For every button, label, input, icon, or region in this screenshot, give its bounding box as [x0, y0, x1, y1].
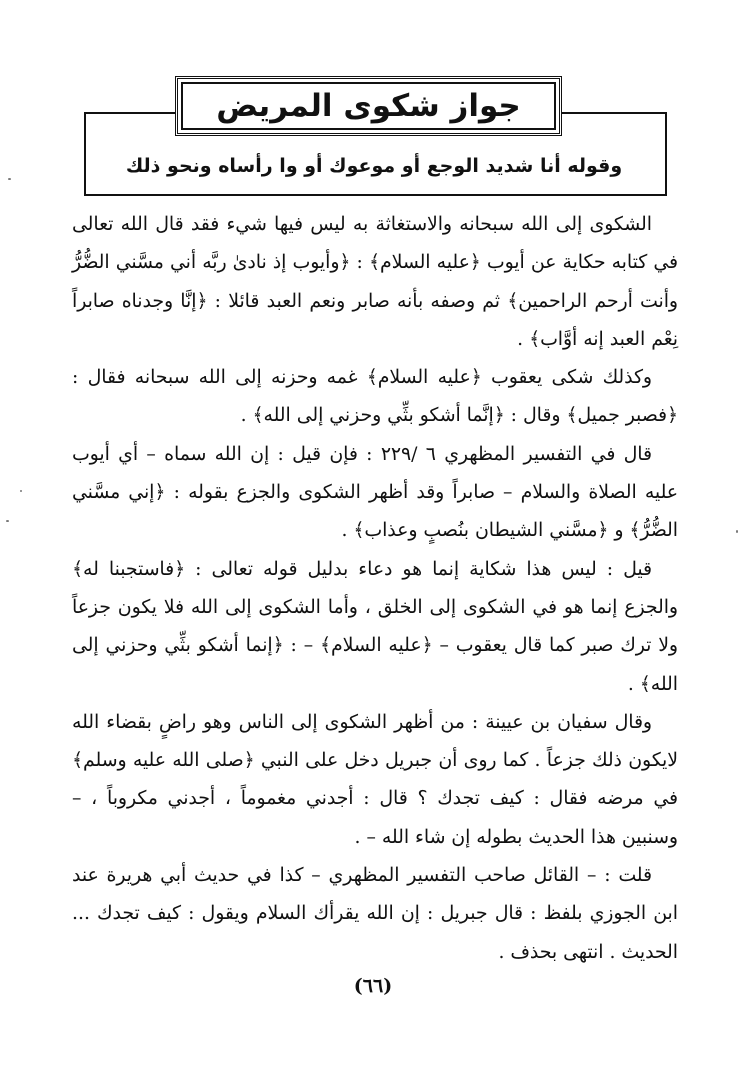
title-box [175, 76, 562, 136]
paragraph: قلت : – القائل صاحب التفسير المظهري – كذا في حديث أبي هريرة عند ابن الجوزي بلفظ : قال جبريل : إن الله يقرأك السلام ويقول : كيف تجدك ... الحديث . انتهى بحذف . [72, 865, 678, 963]
chapter-subtitle: وقوله أنا شديد الوجع أو موعوك أو وا رأساه ونحو ذلك [125, 155, 623, 177]
paragraph: وقال سفيان بن عيينة : من أظهر الشكوى إلى الناس وهو راضٍ بقضاء الله لايكون ذلك جزعاً . كما روى أن جبريل دخل على النبي ﴿صلى الله عليه وسلم﴾ في مرضه فقال : كيف تجدك ؟ قال : أجدني مغموماً ، أجدني مكروباً ، – وسنبين هذا الحديث بطوله إن شاء الله – . [72, 711, 678, 848]
scan-speck [736, 530, 738, 533]
scan-speck [20, 490, 22, 492]
page-number: (٦٦) [353, 975, 393, 997]
paragraph: قال في التفسير المظهري ٦ /٢٢٩ : فإن قيل : إن الله سماه – أي أيوب عليه الصلاة والسلام – صابراً وقد أظهر الشكوى والجزع بقوله : ﴿إني مسَّني الضُّرُّ﴾ و ﴿مسَّني الشيطان بنُصبٍ وعذاب﴾ . [72, 443, 678, 542]
chapter-title: جواز شكوى المريض [216, 88, 521, 124]
paragraph: قيل : ليس هذا شكاية إنما هو دعاء بدليل قوله تعالى : ﴿فاستجبنا له﴾ والجزع إنما هو في الشكوى إلى الخلق ، وأما الشكوى إلى الله فلا يكون جزعاً ولا ترك صبر كما قال يعقوب – ﴿عليه السلام﴾ – : ﴿إنما أشكو بثِّي وحزني إلى الله﴾ . [72, 558, 678, 695]
scan-speck [6, 520, 9, 522]
paragraph: الشكوى إلى الله سبحانه والاستغاثة به ليس فيها شيء فقد قال الله تعالى في كتابه حكاية عن أيوب ﴿عليه السلام﴾ : ﴿وأيوب إذ نادىٰ ربَّه أني مسَّني الضُّرُّ وأنت أرحم الراحمين﴾ ثم وصفه بأنه صابر ونعم العبد قائلا : ﴿إنَّا وجدناه صابراً نِعْم العبد إنه أوَّاب﴾ . [72, 214, 678, 350]
paragraph: وكذلك شكى يعقوب ﴿عليه السلام﴾ غمه وحزنه إلى الله سبحانه فقال : ﴿فصبر جميل﴾ وقال : ﴿إنَّما أشكو بثِّي وحزني إلى الله﴾ . [72, 367, 678, 427]
scan-speck [8, 178, 11, 180]
body-text [72, 206, 678, 972]
